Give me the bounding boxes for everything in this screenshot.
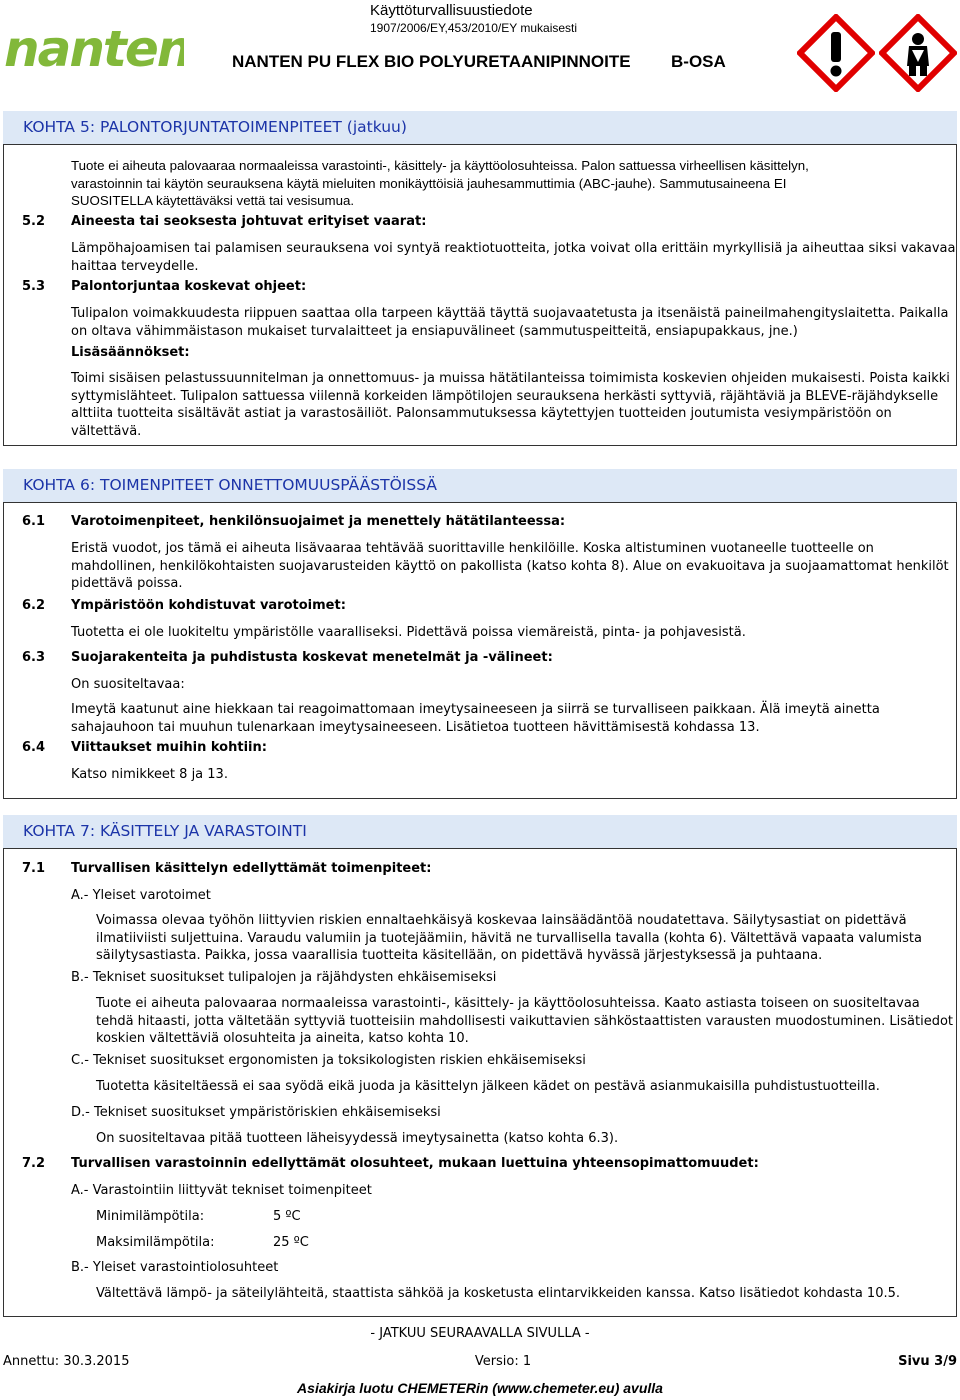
- s5-extra-text: Toimi sisäisen pelastussuunnitelman ja onnettomuus- ja muissa hätätilanteissa toimimista koskevien ohjeiden mukaisesti. Poista kaikki syttymislähteet. Tulipalon sattuessa viilennä korkeiden lämpötilojen seurauksena herkästi syttyviä, räjähtäviä ja BLEVE-räjähdykselle alttiita tuotteita sisältävät astiat ja varastosäiliöt. Palonsammutuksessa käytettyjen tuotteiden joutumista vesiympäristöön on vältettävä.: [71, 371, 950, 439]
- max-temperature-label: Maksimilämpötila:: [96, 1235, 215, 1250]
- health-hazard-icon: [879, 14, 957, 92]
- s7-1-a-label: A.- Yleiset varotoimet: [71, 888, 211, 903]
- min-temperature-label: Minimilämpötila:: [96, 1209, 205, 1224]
- version: Versio: 1: [474, 1354, 532, 1369]
- s7-1-number: 7.1: [22, 861, 46, 876]
- section-7-heading: KOHTA 7: KÄSITTELY JA VARASTOINTI: [3, 815, 957, 849]
- s5-intro: Tuote ei aiheuta palovaaraa normaaleissa varastointi-, käsittely- ja käyttöolosuhteissa. Palon sattuessa virheellisen käsittelyn, varastoinnin tai käytön seurauksena käytä mieluiten monikäyttöisiä jauhesammuttimia (ABC-jauhe). Sammutusaineena EI SUOSITELLA käytettäväksi vettä tai vesisumua.: [71, 158, 809, 209]
- s7-1-c-text: Tuotetta käsiteltäessä ei saa syödä eikä juoda ja käsittelyn jälkeen kädet on pestävä asianmukaisilla puhdistustuotteilla.: [96, 1079, 880, 1094]
- s5-2-heading: Aineesta tai seoksesta johtuvat erityiset vaarat:: [71, 214, 427, 229]
- s7-1-d-label: D.- Tekniset suositukset ympäristöriskien ehkäisemiseksi: [71, 1105, 441, 1120]
- min-temperature-value: 5 ºC: [273, 1209, 301, 1224]
- s5-2-number: 5.2: [22, 214, 46, 229]
- s7-1-heading: Turvallisen käsittelyn edellyttämät toimenpiteet:: [71, 861, 432, 876]
- s7-2-number: 7.2: [22, 1156, 46, 1171]
- s6-4-text: Katso nimikkeet 8 ja 13.: [71, 767, 228, 782]
- s6-2-number: 6.2: [22, 598, 46, 613]
- section-5-heading: KOHTA 5: PALONTORJUNTATOIMENPITEET (jatkuu): [3, 111, 957, 145]
- s7-1-a-text: Voimassa olevaa työhön liittyvien riskien ennaltaehkäisyä koskevaa lainsäädäntöä noudatettava. Säilytysastiat on pidettävä ilmatiiviisti suljettuina. Varaudu valumiin ja tuotejäämiin, hävitä ne turvallisella tavalla (kohta 6). Vältettävä vapaata valumista säilytysastiasta. Paikka, jossa vaarallisia tuotteita käsitellään, on pidettävä hyvässä järjestyksessä ja puhtaana.: [96, 913, 922, 964]
- exclamation-mark-icon: [797, 14, 875, 92]
- s6-4-heading: Viittaukset muihin kohtiin:: [71, 740, 267, 755]
- s6-4-number: 6.4: [22, 740, 46, 755]
- s6-1-number: 6.1: [22, 514, 46, 529]
- s7-1-c-label: C.- Tekniset suositukset ergonomisten ja toksikologisten riskien ehkäisemiseksi: [71, 1053, 586, 1068]
- product-part: B-OSA: [671, 52, 726, 71]
- s6-3-number: 6.3: [22, 650, 46, 665]
- page-number: Sivu 3/9: [898, 1354, 957, 1369]
- s7-2-b-label: B.- Yleiset varastointiolosuhteet: [71, 1260, 279, 1275]
- s5-3-text: Tulipalon voimakkuudesta riippuen saattaa olla tarpeen käyttää täyttä suojavaatetusta ja itsenäistä paineilmahengityslaitetta. Paikalla on oltava vähimmäistason mukaiset turvalaitteet ja ensiapuvälineet (sammutuspeitteitä, ensiapupakkaus, jne.): [71, 306, 949, 339]
- svg-text:nanten: nanten: [4, 22, 184, 72]
- s5-2-text: Lämpöhajoamisen tai palamisen seurauksena voi syntyä reaktiotuotteita, jotka voivat olla erittäin myrkyllisiä ja aiheuttaa siksi vakavaa haittaa terveydelle.: [71, 241, 956, 274]
- product-name: NANTEN PU FLEX BIO POLYURETAANIPINNOITE: [232, 52, 631, 71]
- s6-3-subheading: On suositeltavaa:: [71, 677, 185, 692]
- issue-date: Annettu: 30.3.2015: [3, 1354, 130, 1369]
- s7-2-b-text: Vältettävä lämpö- ja säteilylähteitä, staattista sähköä ja kosketusta elintarvikkeiden kanssa. Katso lisätiedot kohdasta 10.5.: [96, 1286, 901, 1301]
- s7-1-d-text: On suositeltavaa pitää tuotteen läheisyydessä imeytysainetta (katso kohta 6.3).: [96, 1131, 619, 1146]
- s6-1-text: Eristä vuodot, jos tämä ei aiheuta lisävaaraa tehtävää suorittaville henkilöille. Koska altistuminen vuotaneelle tuotteelle on mahdollinen, henkilökohtaisten suojavarusteiden käyttö on pakollista (katso kohta 8). Alue on evakuoitava ja suojaamattomat henkilöt pidettävä poissa.: [71, 541, 949, 592]
- s5-3-heading: Palontorjuntaa koskevat ohjeet:: [71, 279, 307, 294]
- regulation-reference: 1907/2006/EY,453/2010/EY mukaisesti: [370, 21, 578, 35]
- s6-1-heading: Varotoimenpiteet, henkilönsuojaimet ja menettely hätätilanteessa:: [71, 514, 566, 529]
- s7-1-b-label: B.- Tekniset suositukset tulipalojen ja räjähdysten ehkäisemiseksi: [71, 970, 497, 985]
- section-6-heading: KOHTA 6: TOIMENPITEET ONNETTOMUUSPÄÄSTÖISSÄ: [3, 469, 957, 503]
- s6-2-text: Tuotetta ei ole luokiteltu ympäristölle vaaralliseksi. Pidettävä poissa viemäreistä, pinta- ja pohjavesistä.: [71, 625, 746, 640]
- generator-credit: Asiakirja luotu CHEMETERin (www.chemeter.eu) avulla: [297, 1380, 663, 1396]
- s6-2-heading: Ympäristöön kohdistuvat varotoimet:: [71, 598, 346, 613]
- s6-3-heading: Suojarakenteita ja puhdistusta koskevat menetelmät ja -välineet:: [71, 650, 553, 665]
- max-temperature-value: 25 ºC: [273, 1235, 309, 1250]
- s7-2-heading: Turvallisen varastoinnin edellyttämät olosuhteet, mukaan luettuina yhteensopimattomuudet:: [71, 1156, 759, 1171]
- s5-extra-heading: Lisäsäännökset:: [71, 345, 190, 360]
- s6-3-text: Imeytä kaatunut aine hiekkaan tai reagoimattomaan imeytysaineeseen ja siirrä se turvalliseen paikkaan. Älä imeytä ainetta sahajauhoon tai muuhun tulenarkaan imeytysaineeseen. Lisätietoa tuotteen hävittämisestä kohdassa 13.: [71, 702, 880, 735]
- s7-2-a-label: A.- Varastointiin liittyvät tekniset toimenpiteet: [71, 1183, 372, 1198]
- s7-1-b-text: Tuote ei aiheuta palovaaraa normaaleissa varastointi-, käsittely- ja käyttöolosuhteissa. Kaato astiasta toiseen on suositeltavaa tehdä hitaasti, jotta vältetään syttyviä tuotteisiin mahdollisesti vaikuttavien sähköstaattisten varausten muodostuminen. Lisätiedot koskien vältettäviä olosuhteita ja aineita, katso kohta 10.: [96, 996, 954, 1047]
- nanten-logo: [4, 22, 184, 72]
- s5-3-number: 5.3: [22, 279, 46, 294]
- continue-notice: - JATKUU SEURAAVALLA SIVULLA -: [370, 1326, 590, 1341]
- document-title: Käyttöturvallisuustiedote: [370, 2, 533, 19]
